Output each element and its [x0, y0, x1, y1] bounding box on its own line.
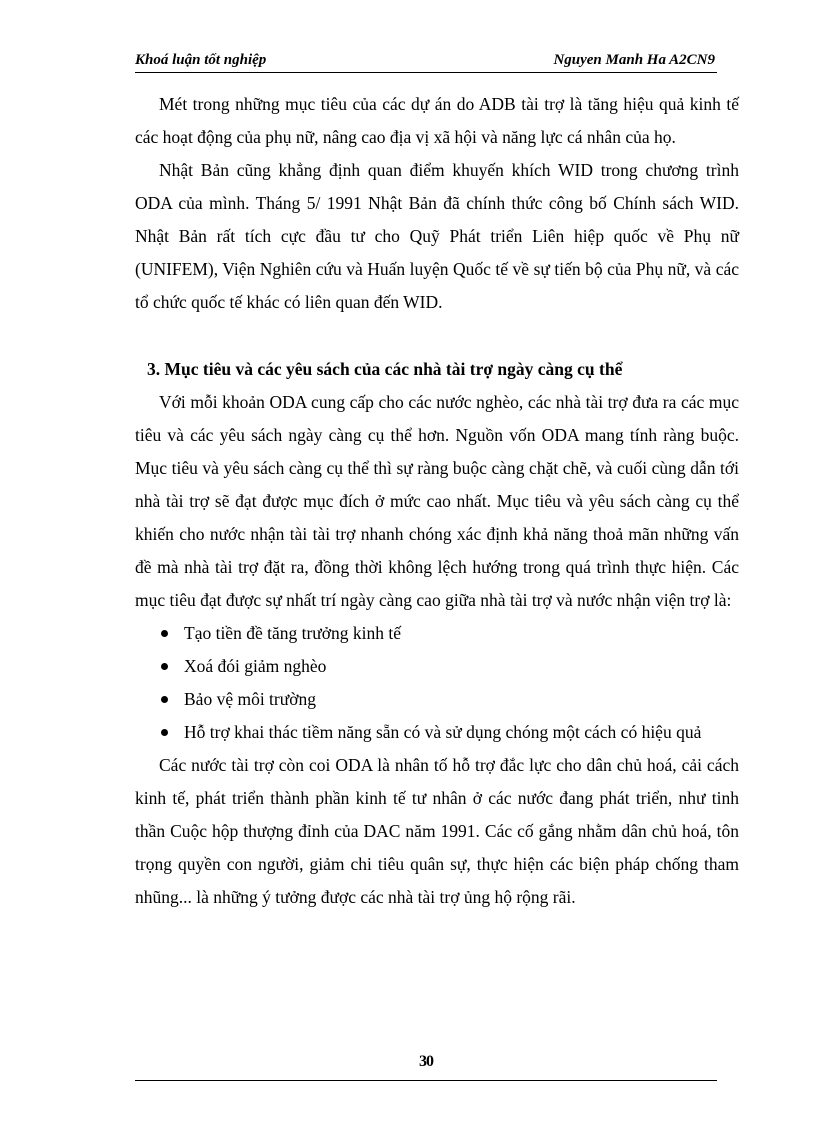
bullet-icon: [161, 663, 168, 670]
bullet-icon: [161, 729, 168, 736]
page-number: 30: [419, 1053, 433, 1070]
header-document-title: Khoá luận tốt nghiệp: [135, 52, 267, 68]
objectives-list: [135, 617, 739, 749]
list-item: [135, 683, 739, 716]
list-item: [135, 650, 739, 683]
bullet-icon: [161, 630, 168, 637]
page-header: [135, 50, 717, 73]
header-author: Nguyen Manh Ha A2CN9: [553, 52, 715, 68]
body-paragraph: Nhật Bản cũng khẳng định quan điểm khuyến khích WID trong chương trình ODA của mình. Tháng 5/ 1991 Nhật Bản đã chính thức công bố Chính sách WID. Nhật Bản rất tích cực đầu tư cho Quỹ Phát triển Liên hiệp quốc về Phụ nữ (UNIFEM), Viện Nghiên cứu và Huấn luyện Quốc tế về sự tiến bộ của Phụ nữ, và các tổ chức quốc tế khác có liên quan đến WID.: [135, 160, 739, 312]
body-paragraph: Mét trong những mục tiêu của các dự án do ADB tài trợ là tăng hiệu quả kinh tế các hoạt động của phụ nữ, nâng cao địa vị xã hội và năng lực cá nhân của họ.: [135, 94, 739, 147]
page-body: [135, 88, 739, 914]
list-item: [135, 716, 739, 749]
list-item-text: Bảo vệ môi trường: [184, 689, 316, 709]
bullet-icon: [161, 696, 168, 703]
list-item-text: Hỗ trợ khai thác tiềm năng sẵn có và sử dụng chóng một cách có hiệu quả: [184, 722, 702, 742]
list-item: [135, 617, 739, 650]
list-item-text: Tạo tiền đề tăng trưởng kinh tế: [184, 623, 402, 643]
list-item-text: Xoá đói giảm nghèo: [184, 656, 327, 676]
page-footer: [135, 1053, 717, 1081]
section-heading: 3. Mục tiêu và các yêu sách của các nhà tài trợ ngày càng cụ thể: [147, 359, 623, 379]
section-intro-paragraph: Với mỗi khoản ODA cung cấp cho các nước nghèo, các nhà tài trợ đưa ra các mục tiêu và các yêu sách ngày càng cụ thể hơn. Nguồn vốn ODA mang tính ràng buộc. Mục tiêu và yêu sách càng cụ thể thì sự ràng buộc càng chặt chẽ, và cuối cùng dẫn tới nhà tài trợ sẽ đạt được mục đích ở mức cao nhất. Mục tiêu và yêu sách càng cụ thể khiến cho nước nhận tài tài trợ nhanh chóng xác định khả năng thoả mãn những vấn đề mà nhà tài trợ đặt ra, đồng thời không lệch hướng trong quá trình thực hiện. Các mục tiêu đạt được sự nhất trí ngày càng cao giữa nhà tài trợ và nước nhận viện trợ là:: [135, 392, 739, 610]
closing-paragraph: Các nước tài trợ còn coi ODA là nhân tố hỗ trợ đắc lực cho dân chủ hoá, cải cách kinh tế, phát triển thành phần kinh tế tư nhân ở các nước đang phát triển, như tinh thần Cuộc hộp thượng đỉnh của DAC năm 1991. Các cố gắng nhằm dân chủ hoá, tôn trọng quyền con người, giảm chi tiêu quân sự, thực hiện các biện pháp chống tham nhũng... là những ý tưởng được các nhà tài trợ ủng hộ rộng rãi.: [135, 755, 739, 907]
section-spacer: [135, 319, 739, 353]
